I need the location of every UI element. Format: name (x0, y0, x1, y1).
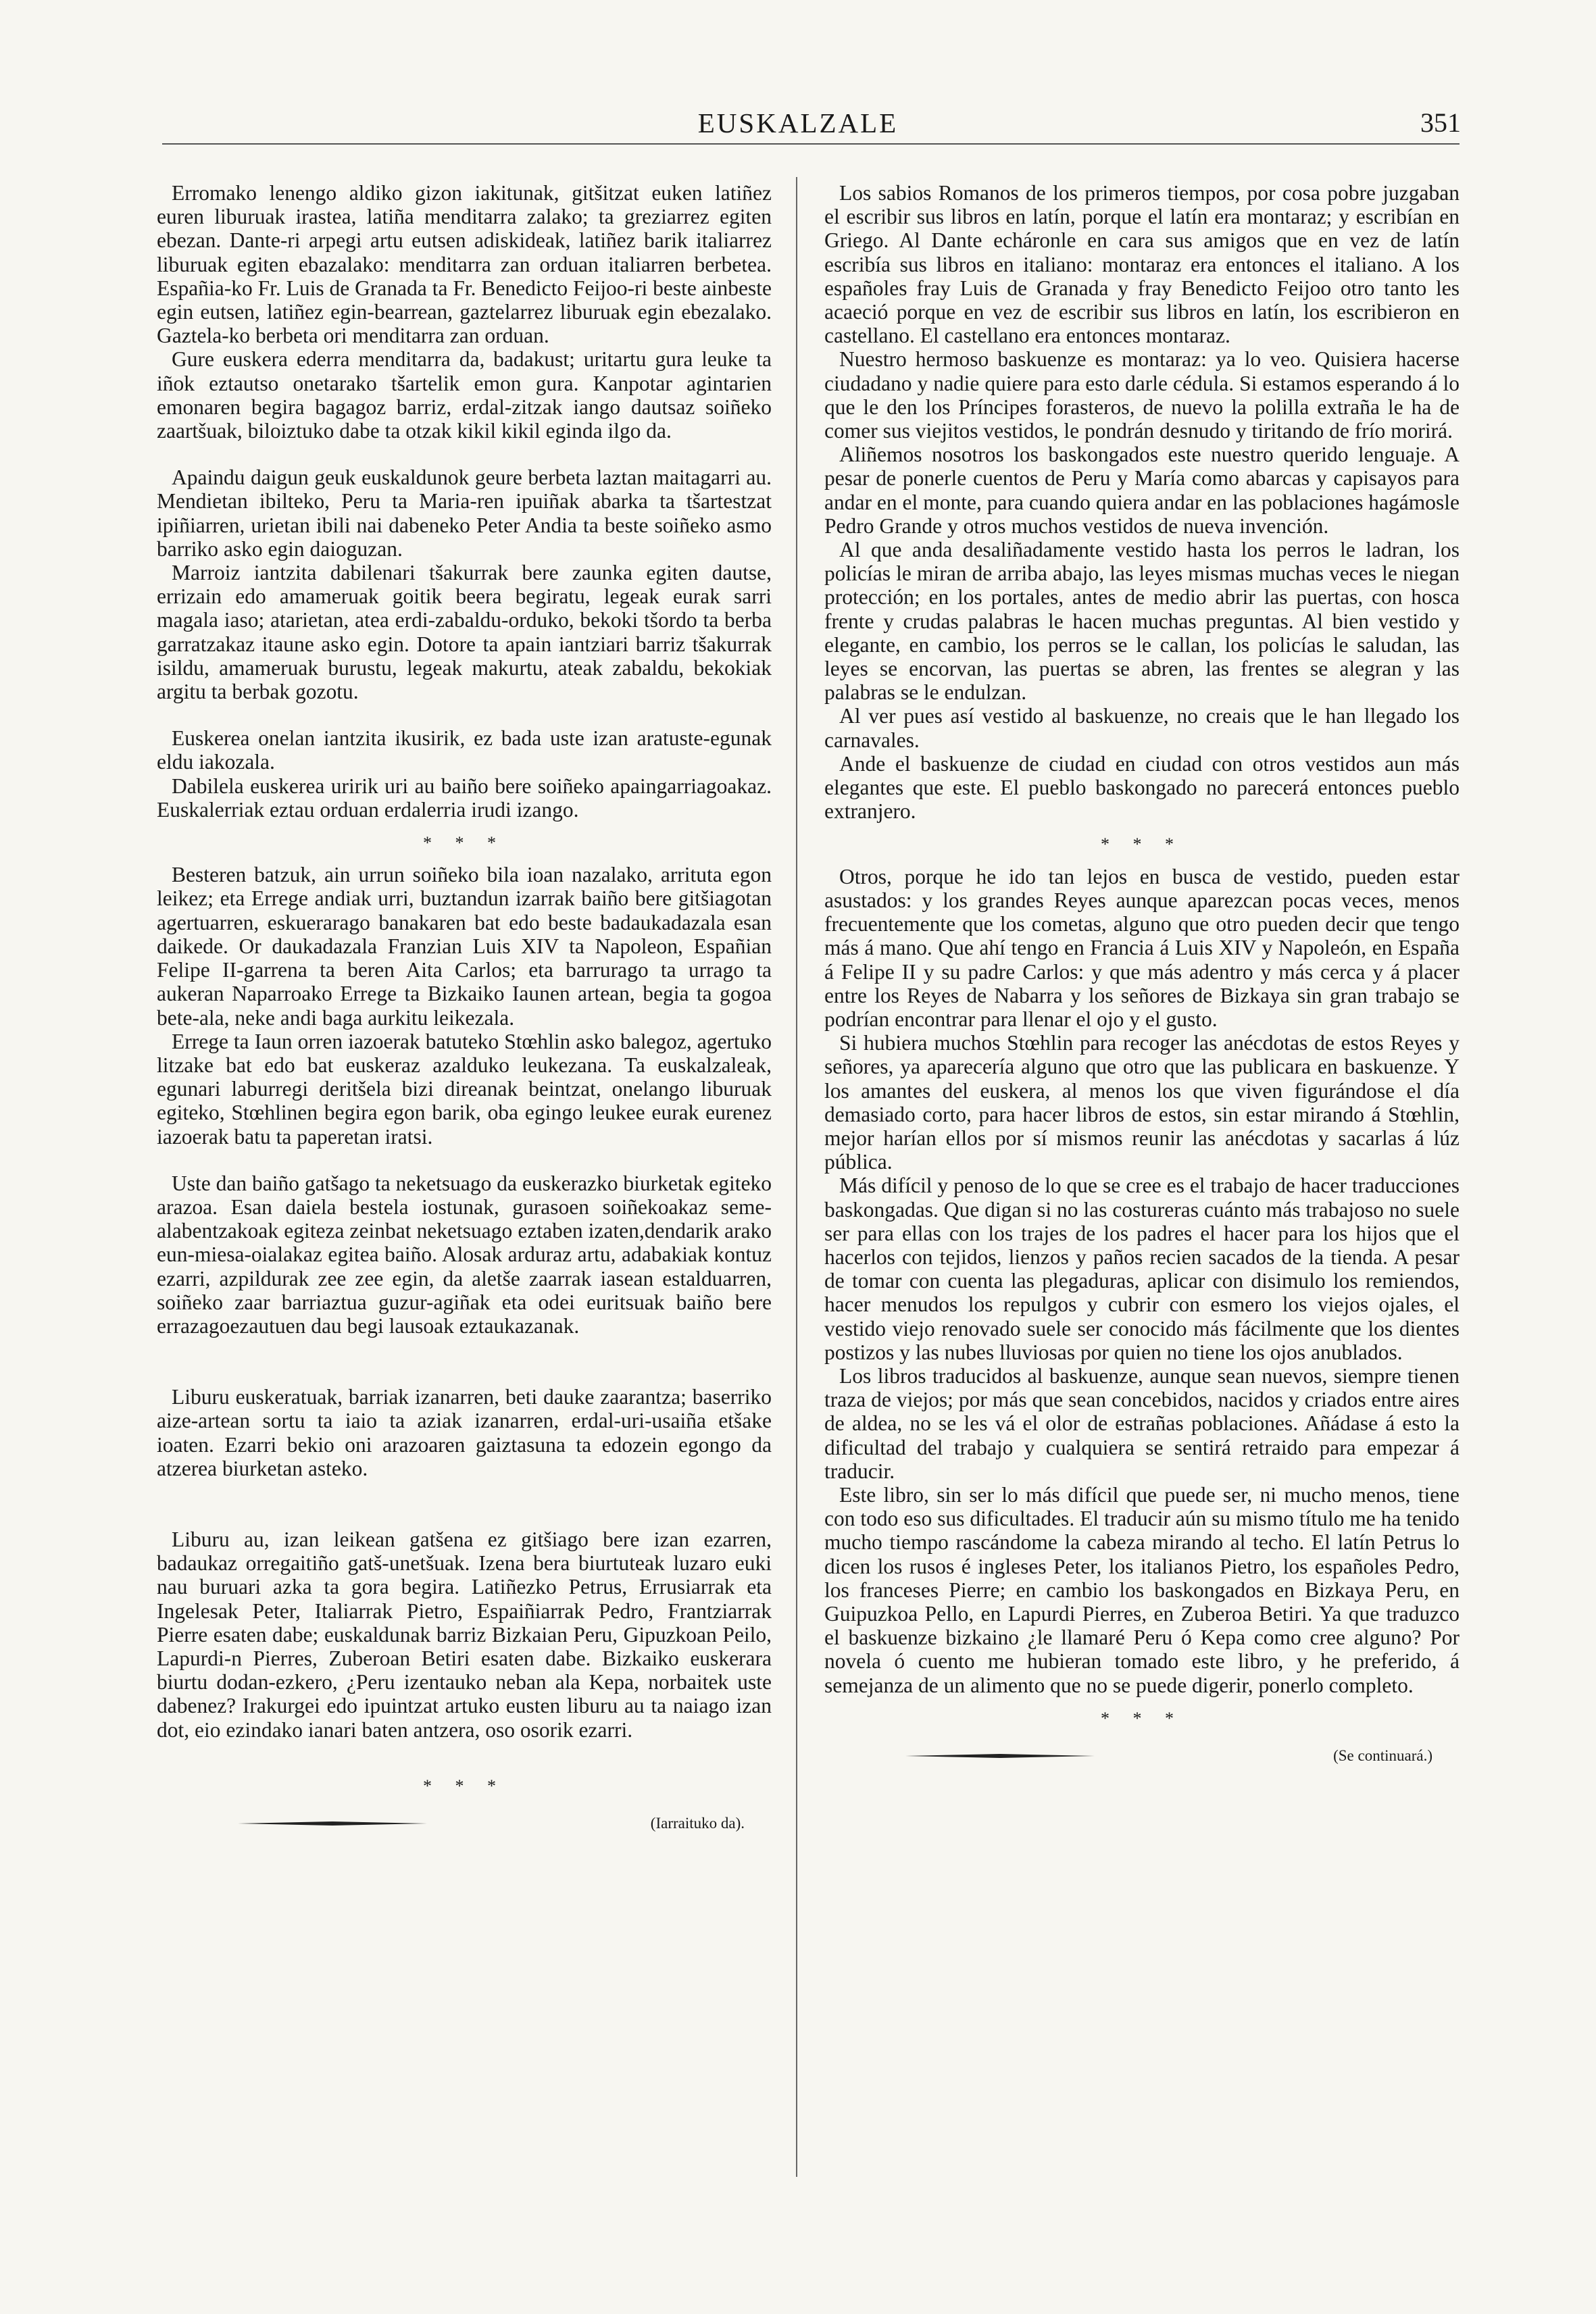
column-footer (157, 1806, 772, 1846)
column-footer (824, 1738, 1460, 1779)
paragraph: Los libros traducidos al baskuenze, aunque sean nuevos, siempre tienen traza de viejos; por más que sean concebidos, nacidos y criados entre aires de aldea, no se les vá el olor de estrañas poblaciones. Añádase á esto la dificultad del trabajo y cualquiera se sentirá retraido para empezar á traducir. (824, 1363, 1460, 1483)
paragraph: Erromako lenengo aldiko gizon iakitunak, gitšitzat euken latiñez euren liburuak irastea, latiña menditarra zalako; ta greziarrez egiten ebezan. Dante-ri arpegi artu eutsen adiskideak, latiñez barik italiarrez liburuak egiten ebazalako: menditarra zan orduan italiarren berbetea. Españia-ko Fr. Luis de Granada ta Fr. Benedicto Feijoo-ri beste ainbeste egin eutsen, latiñez egin-bearrean, gaztelarrez liburuak egin ebezalako. Gaztela-ko berbeta ori menditarra zan orduan. (157, 181, 772, 348)
paragraph: Ande el baskuenze de ciudad en ciudad con otros vestidos aun más elegantes que este. El pueblo baskongado no parecerá entonces pueblo extranjero. (824, 751, 1460, 824)
continuation-note: (Se continuará.) (1333, 1747, 1432, 1764)
spanish-column (824, 181, 1460, 1779)
basque-column (157, 181, 772, 1846)
page-number: 351 (1420, 107, 1461, 138)
paragraph: Errege ta Iaun orren iazoerak batuteko Stœhlin asko balegoz, agertuko litzake bat edo bat euskeraz azalduko leukezana. Ta euskalzaleak, egunari laburregi deritšela bizi direanak beintzat, onelango liburuak egiteko, Stœhlinen begira egon barik, oba egingo leukee eurak eurenez iazoerak batu ta paperetan iratsi. (157, 1029, 772, 1149)
paragraph: Gure euskera ederra menditarra da, badakust; uritartu gura leuke ta iñok eztautso onetarako tšartelik emon gura. Kanpotar agintarien emonaren begira bagagoz barriz, erdal-zitzak iango dautsaz soiñeko zaartšuak, biloiztuko dabe ta otzak kikil kikil egindа ilgo da. (157, 347, 772, 443)
paragraph: Besteren batzuk, ain urrun soiñeko bila ioan nazalako, arrituta egon leikez; eta Errege andiak urri, buztandun izarrak baiño bere gitšiagotan agertuarren, eskuerarago banakaren bat edo beste badaukadazala esan daikede. Or daukadazala Franzian Luis XIV ta Napoleon, Españian Felipe II-garrena ta beren Aita Carlos; eta barrurago ta urrago ta aukeran Naparroako Errege ta Bizkaiko Iaunen artean, begia ta gogoa bete-ala, neke andi baga aurkitu leikezala. (157, 863, 772, 1030)
paragraph: Si hubiera muchos Stœhlin para recoger las anécdotas de estos Reyes y señores, ya aparecería alguno que otro que las publicara en baskuenze. Y los amantes del euskera, al menos los que viven figurándose el día demasiado corto, para hacer libros de estos, sin estar mirando á Stœhlin, mejor harían ellos por sí mismos reunir las anécdotas y sacarlas á lúz pública. (824, 1031, 1460, 1174)
ornamental-rule (238, 1821, 427, 1825)
paragraph: Aliñemos nosotros los baskongados este nuestro querido lenguaje. A pesar de ponerle cuentos de Peru y María como abarcas y capisayos para andar en el monte, para cuando quiera andar en las poblaciones hagámosle Pedro Grande y otros muchos vestidos de nueva invención. (824, 443, 1460, 538)
section-separator: * * * (423, 1776, 505, 1796)
header-rule (162, 143, 1460, 145)
paragraph: Nuestro hermoso baskuenze es montaraz: ya lo veo. Quisiera hacerse ciudadano y nadie quiere para esto darle cédula. Si estamos esperando á lo que le den los Príncipes forasteros, de nuevo la polilla extraña le ha de comer sus viejitos vestidos, le pondrán desnudo y tiritando de frío morirá. (824, 347, 1460, 443)
running-title: EUSKALZALE (697, 107, 899, 139)
paragraph: Dabilela euskerea uririk uri au baiño bere soiñeko apaingarriagoakaz. Euskalerriak eztau orduan erdalerria irudi izango. (157, 774, 772, 822)
ornamental-rule (905, 1753, 1095, 1757)
paragraph: Más difícil y penoso de lo que se cree es el trabajo de hacer traducciones baskongadas. Que digan si no las costureras cuánto más trabajoso no suele ser para ellas con los trajes de los padres el hacer para los hijos que el hacerlos con tejidos, lienzos y paños recien sacados de la tienda. A pesar de tomar con cuenta las plegaduras, aplicar con disimulo los remiendos, hacer menudos los repulgos y cubrir con esmero los viejos ojales, el vestido viejo renovado suele ser conocido más fácilmente que los dientes postizos y las nubes lluviosas por quien no tiene los ojos anublados. (824, 1174, 1460, 1364)
paragraph: Este libro, sin ser lo más difícil que puede ser, ni mucho menos, tiene con todo eso sus dificultades. El traducir aún su mismo título me ha tenido mucho tiempo rascándome la cabeza mirando al techo. El latín Petrus lo dicen los rusos é ingleses Peter, los italianos Pietro, los españoles Pedro, los franceses Pierre; en cambio los baskongados en Bizkaya Peru, en Guipuzkoa Pello, en Lapurdi Pierres, en Zuberoa Betiri. Ya que traduzco el baskuenze bizkaino ¿le llamaré Peru ó Kepa como cree alguno? Por novela ó cuento me hubieran tomado este libro, y he preferido, á semejanza de un alimento que no se puede digerir, ponerlo completo. (824, 1482, 1460, 1697)
section-separator: * * * (1101, 1708, 1183, 1728)
paragraph: Apaindu daigun geuk euskaldunok geure berbeta laztan maitagarri au. Mendietan ibilteko, Peru ta Maria-ren ipuiñak abarka ta tšartestzat ipiñiarren, urietan ibili nai dabeneko Peter Andia ta beste soiñeko asmo barriko asko egin daioguzan. (157, 466, 772, 561)
paragraph: Liburu euskeratuak, barriak izanarren, beti dauke zaarantza; baserriko aize-artean sortu ta iaio ta aziak izanarren, erdal-uri-usaiña etšake ioaten. Ezarri bekio oni arazoaren gaiztasuna ta edozein egongo da atzerea biurketan asteko. (157, 1385, 772, 1480)
continuation-note: (Iarraituko da). (650, 1814, 745, 1832)
section-separator: * * * (1101, 834, 1183, 855)
section-separator: * * * (423, 833, 505, 853)
paragraph: Al que anda desaliñadamente vestido hasta los perros le ladran, los policías le miran de arriba abajo, las leyes mismas muchas veces le niegan protección; en los portales, antes de medio abrir las puertas, con hosca frente y crudas palabras le hacen muchas preguntas. Al bien vestido y elegante, en cambio, los perros se le callan, los policías le saludan, las leyes se encorvan, las puertas se abren, las frentes se alegran y las palabras se le endulzan. (824, 538, 1460, 705)
paragraph: Al ver pues así vestido al baskuenze, no creais que le han llegado los carnavales. (824, 704, 1460, 752)
paragraph: Los sabios Romanos de los primeros tiempos, por cosa pobre juzgaban el escribir sus libros en latín, porque el latín era montaraz; y escribían en Griego. Al Dante echáronle en cara sus amigos que en vez de latín escribía sus libros en italiano: montaraz era entonces el italiano. A los españoles fray Luis de Granada y fray Benedicto Feijoo otro tanto les acaeció porque en vez de escribir sus libros en latín, los escribieron en castellano. El castellano era entonces montaraz. (824, 181, 1460, 348)
paragraph: Uste dan baiño gatšago ta neketsuago da euskerazko biurketak egiteko arazoa. Esan daiela bestela iostunak, gurasoen soiñekoakaz seme-alabentzakoak egiteza zeinbat neketsuago eztaben izaten,dendarik arako eun-miesa-oialakaz egitea baiño. Alosak arduraz artu, adabakiak kontuz ezarri, azpildurak zee zee egin, da aletše zaarrak iasean estalduarren, soiñeko zaar barriaztua guzur-agiñak eta odei euritsuak baiño bere errazagoezautuen dau begi lausoak eztaukazanak. (157, 1171, 772, 1338)
paragraph: Otros, porque he ido tan lejos en busca de vestido, pueden estar asustados: y los grandes Reyes aunque aparezcan pocas veces, menos frecuentemente que los cometas, alguno que otro pueden decir que tengo más á mano. Que ahí tengo en Francia á Luis XIV y Napoleón, en España á Felipe II y su padre Carlos: y que más adentro y más cerca y á placer entre los Reyes de Nabarra y los señores de Bizkaya sin gran trabajo se podrían encontrar para llenar el ojo y el gusto. (824, 864, 1460, 1031)
paragraph: Liburu au, izan leikean gatšena ez gitšiago bere izan ezarren, badaukaz orregaitiño gatš-unetšuak. Izena bera biurtuteak luzaro euki nau buruari azka ta gora begira. Latiñezko Petrus, Errusiarrak eta Ingelesak Peter, Italiarrak Pietro, Espaiñiarrak Pedro, Frantziarrak Pierre esaten dabe; euskaldunak barriz Bizkaian Peru, Gipuzkoan Peilo, Lapurdi-n Pierres, Zuberoan Betiri esaten dabe. Bizkaiko euskerara biurtu dodan-ezkero, ¿Peru izentauko neban ala Kepa, norbaitek uste dabenez? Irakurgei edo ipuintzat artuko eusten liburu au ta naiago izan dot, eio ezindako ianari baten antzera, oso osorik ezarri. (157, 1527, 772, 1742)
column-divider (796, 177, 797, 2177)
paragraph: Euskerea onelan iantzita ikusirik, ez bada uste izan aratuste-egunak eldu iakozala. (157, 726, 772, 774)
paragraph: Marroiz iantzita dabilenari tšakurrak bere zaunka egiten dautse, errizain edo amameruak goitik beera begiratu, legeak eurak sarri magala iaso; atarietan, atea erdi-zabaldu-orduko, bekoki tšordo ta berba garratzakaz itaune asko egin. Dotore ta apain iantziari barriz tšakurrak isildu, amameruak burustu, legeak makurtu, ateak zabaldu, bekokiak argitu ta berbak gozotu. (157, 561, 772, 704)
